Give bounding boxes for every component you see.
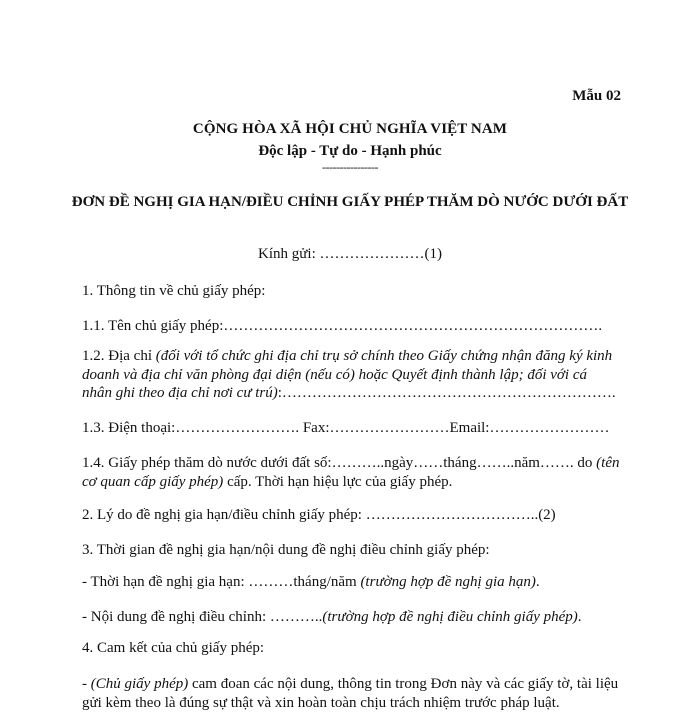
section-1-2-instruction: (đối với tổ chức ghi địa chỉ trụ sở chính theo Giấy chứng nhận đăng ký kinh doanh và địa chỉ văn phòng đại diện (nếu có) hoặc Quyết định thành lập; đối với cá nhân ghi theo địa chỉ nơi cư trú) <box>82 348 613 401</box>
section-3-b-suffix: . <box>577 609 582 625</box>
document-title: ĐƠN ĐỀ NGHỊ GIA HẠN/ĐIỀU CHỈNH GIẤY PHÉP THĂM DÒ NƯỚC DƯỚI ĐẤT <box>71 194 629 210</box>
section-1-4-issuer: (tên cơ quan cấp giấy phép) <box>82 455 620 490</box>
section-3-b-prefix: - Nội dung đề nghị điều chỉnh: ……….. <box>82 609 323 625</box>
section-1-heading: 1. Thông tin về chủ giấy phép: <box>82 283 266 299</box>
section-3-b-note: (trường hợp đề nghị điều chỉnh giấy phép) <box>322 609 578 625</box>
section-1-2-prefix: 1.2. Địa chỉ <box>82 348 156 364</box>
national-title: CỘNG HÒA XÃ HỘI CHỦ NGHĨA VIỆT NAM <box>192 121 508 137</box>
section-1-4-suffix: cấp. Thời hạn hiệu lực của giấy phép. <box>223 473 453 490</box>
greeting-line: Kính gửi: …………………(1) <box>258 246 442 262</box>
form-code: Mẫu 02 <box>572 88 621 104</box>
section-3-heading: 3. Thời gian đề nghị gia hạn/nội dung đề nghị điều chỉnh giấy phép: <box>82 542 490 558</box>
section-3-adjustment-content <box>82 608 622 626</box>
section-1-1-owner-name: 1.1. Tên chủ giấy phép:…………………………………………………………………. <box>82 318 603 334</box>
section-1-2-address <box>82 347 620 403</box>
section-1-3-contacts: 1.3. Điện thoại:……………………. Fax:……………………Email:…………………… <box>82 420 610 436</box>
section-1-4-permit <box>82 454 620 491</box>
section-3-extension-period <box>82 573 622 591</box>
header-divider: ---------------- <box>322 160 378 174</box>
section-3-a-note: (trường hợp đề nghị gia hạn) <box>360 574 536 590</box>
section-1-2-fill: :…………………………………………………………. <box>277 385 616 401</box>
section-4-statement: cam đoan các nội dung, thông tin trong Đơn này và các giấy tờ, tài liệu gửi kèm theo là đúng sự thật và xin hoàn toàn chịu trách nhiệm trước pháp luật. <box>82 676 619 711</box>
section-4-heading: 4. Cam kết của chủ giấy phép: <box>82 640 265 656</box>
section-1-4-prefix: 1.4. Giấy phép thăm dò nước dưới đất số:………..ngày……tháng……..năm……. do <box>82 455 597 471</box>
section-4-owner: - (Chủ giấy phép) <box>82 676 189 692</box>
section-2-reason: 2. Lý do đề nghị gia hạn/điều chỉnh giấy phép: ……………………………..(2) <box>82 507 556 523</box>
section-3-a-prefix: - Thời hạn đề nghị gia hạn: ………tháng/năm <box>82 574 361 590</box>
national-motto: Độc lập - Tự do - Hạnh phúc <box>258 143 442 159</box>
section-3-a-suffix: . <box>535 574 540 590</box>
section-4-commitment <box>82 675 620 712</box>
